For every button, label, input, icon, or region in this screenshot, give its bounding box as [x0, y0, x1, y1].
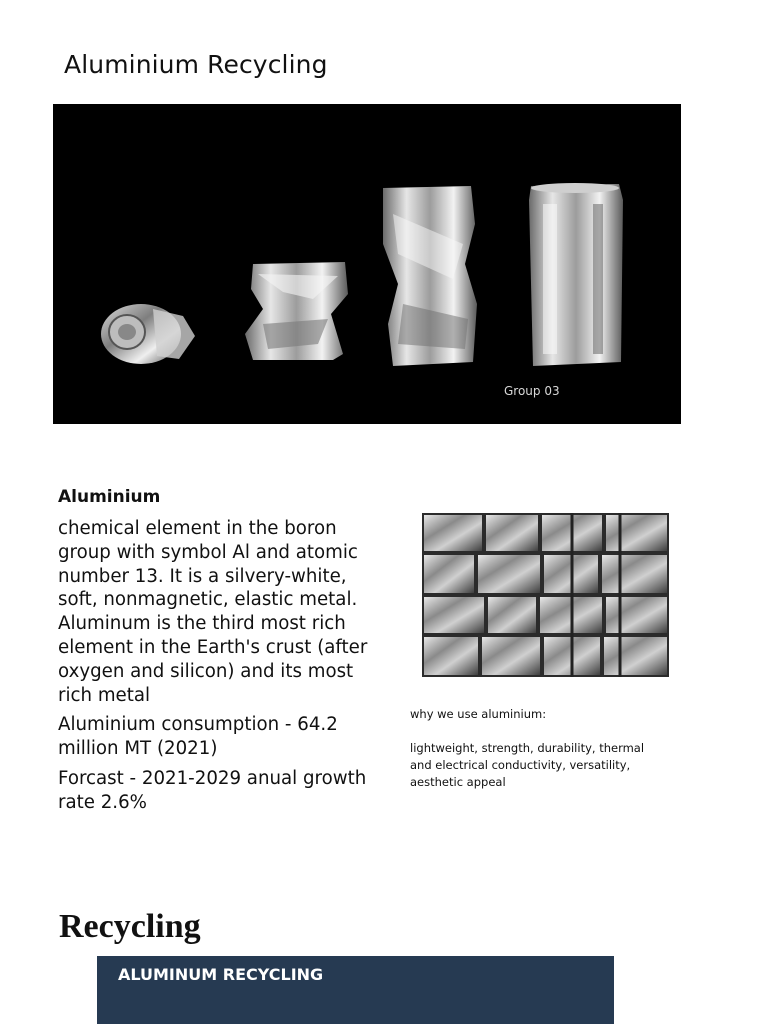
aluminium-consumption: Aluminium consumption - 64.2 million MT (2021) [58, 714, 338, 760]
aluminium-forecast: Forcast - 2021-2029 anual growth rate 2.6% [58, 767, 367, 813]
crushed-cans-illustration [53, 104, 681, 424]
scrap-bales-illustration [422, 513, 669, 677]
recycling-banner [97, 956, 614, 1024]
crushed-cans-photo [53, 104, 681, 424]
banner-title: ALUMINUM RECYCLING [118, 965, 324, 984]
crushed-can-shape [245, 262, 348, 360]
group-label: Group 03 [504, 384, 560, 398]
recycling-heading: Recycling [59, 908, 201, 945]
twisted-can-shape [383, 186, 477, 366]
why-heading: why we use aluminium: [410, 707, 547, 721]
why-use-aluminium [410, 706, 650, 791]
page-title: Aluminium Recycling [64, 50, 328, 79]
flat-can-shape [101, 304, 195, 364]
aluminium-heading: Aluminium [58, 487, 161, 507]
aluminium-description [58, 517, 378, 821]
scrap-bales-photo [422, 513, 669, 677]
aluminium-definition: chemical element in the boron group with symbol Al and atomic number 13. It is a silvery-white, soft, nonmagnetic, elastic metal. Aluminum is the third most rich element in the Earth's crust (after oxygen and silicon) and its most rich metal [58, 518, 368, 706]
intact-can-shape [529, 183, 623, 366]
why-reasons: lightweight, strength, durability, thermal and electrical conductivity, versatility, aesthetic appeal [410, 741, 645, 789]
